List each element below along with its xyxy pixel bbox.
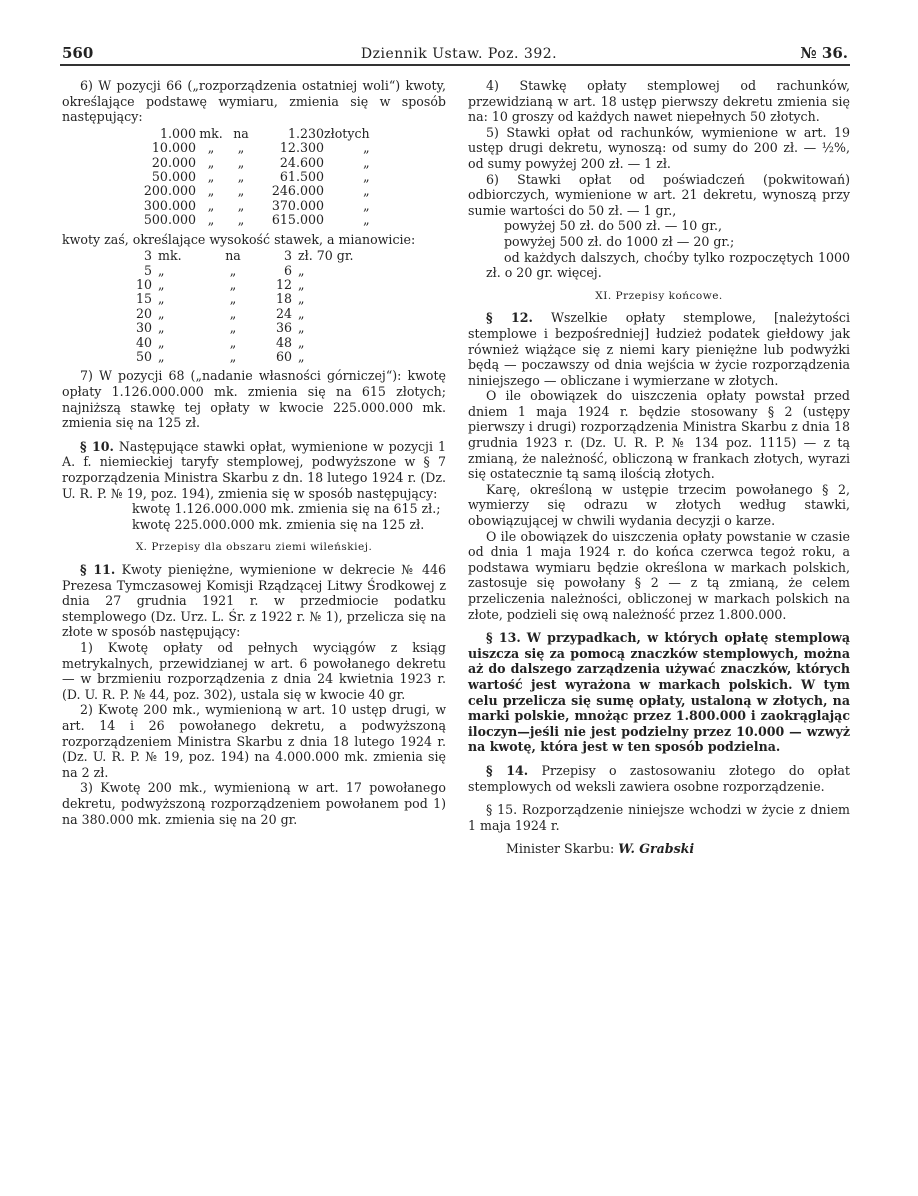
section-12	[468, 310, 850, 388]
paragraph-7: 7) W pozycji 68 („nadanie własności górniczej“): kwotę opłaty 1.126.000.000 mk. zmienia się na 615 złotych; najniższą stawkę tej opłaty w kwocie 225.000.000 mk. zmienia się na 125 zł.	[62, 368, 446, 431]
amount-cell: „	[237, 183, 245, 199]
amount-cell: „	[363, 183, 370, 199]
section-15-text: Rozporządzenie niniejsze wchodzi w życie z dniem 1 maja 1924 r.	[468, 802, 850, 833]
section-14	[468, 763, 850, 794]
rate-cell: 6	[283, 262, 292, 278]
issue-number: № 36.	[800, 44, 848, 62]
rate-row	[132, 249, 358, 263]
amount-cell: „	[237, 197, 245, 213]
amount-cell: „	[207, 183, 215, 199]
signature-name: W. Grabski	[618, 841, 695, 857]
section-10	[62, 439, 446, 501]
amount-cell: 20.000	[151, 154, 196, 170]
rate-cell: „	[298, 334, 305, 350]
amount-cell: 370.000	[271, 197, 324, 213]
rate-cell: „	[229, 349, 237, 365]
amount-cell: „	[363, 169, 370, 184]
rate-cell: „	[158, 334, 165, 350]
rate-cell: „	[298, 349, 305, 365]
rate-cell: 12	[275, 277, 292, 293]
amount-cell: „	[363, 197, 370, 213]
amount-cell: „	[237, 140, 245, 156]
rate-cell: „	[229, 262, 237, 278]
amount-row	[134, 141, 370, 155]
rate-cell: „	[298, 320, 305, 336]
section-11	[62, 562, 446, 640]
rate-cell: „	[229, 334, 237, 350]
heading-xi: XI. Przepisy końcowe.	[595, 289, 723, 302]
rate-cell: 18	[275, 291, 292, 307]
rate-cell: mk.	[158, 248, 182, 264]
rate-cell: „	[158, 305, 165, 321]
rate-cell: „	[298, 291, 305, 307]
rate-cell: „	[158, 320, 165, 336]
amount-cell: 200.000	[143, 183, 196, 199]
rate-row	[132, 336, 358, 350]
section-12-text: Wszelkie opłaty stemplowe, [należytości stemplowe i bezpośredniej] łudzież podatek giełdowy jak również wiążące się z niemi kary pieniężne lub podwyżki będą — poczawszy od dnia wejścia w życie rozporządzenia niniejszego — obliczane i wymierzane w złotych.	[468, 310, 850, 388]
rate-row	[132, 321, 358, 335]
rate-cell: 40	[135, 334, 152, 350]
rate-cell: „	[229, 305, 237, 321]
section-10-text: Następujące stawki opłat, wymienione w pozycji 1 A. f. niemieckiej taryfy stemplowej, podwyższone w § 7 rozporządzenia Ministra Skarbu z dn. 18 lutego 1924 r. (Dz. U. R. P. № 19, poz. 194), zmienia się w sposób następujący:	[62, 438, 446, 501]
paragraph-6-mid: kwoty zaś, określające wysokość stawek, a mianowicie:	[62, 231, 416, 247]
rate-cell: 48	[275, 334, 292, 350]
amount-row	[134, 184, 370, 198]
amount-cell: „	[207, 169, 215, 184]
amount-cell: „	[207, 197, 215, 213]
rate-cell: „	[229, 291, 237, 307]
rate-cell: „	[229, 320, 237, 336]
paragraph-6-line-3: powyżej 500 zł. do 1000 zł — 20 gr.;	[504, 233, 735, 249]
section-11-item-1: 1) Kwotę opłaty od pełnych wyciągów z ksiąg metrykalnych, przewidzianej w art. 6 powołanego dekretu — w brzmieniu rozporządzenia z dnia 24 kwietnia 1923 r. (D. U. R. P. № 44, poz. 302), ustala się w kwocie 40 gr.	[62, 639, 446, 702]
paragraph-6-line-2: powyżej 50 zł. do 500 zł. — 10 gr.,	[504, 218, 723, 234]
amount-cell: „	[207, 154, 215, 170]
section-10-amount-1: kwotę 1.126.000.000 mk. zmienia się na 615 zł.;	[132, 501, 441, 517]
amount-cell: „	[207, 140, 215, 156]
amount-cell: 246.000	[271, 183, 324, 199]
rate-cell: 15	[135, 291, 152, 307]
rate-cell: 10	[135, 277, 152, 293]
section-12-paragraph-2: O ile obowiązek do uiszczenia opłaty powstał przed dniem 1 maja 1924 r. będzie stosowany § 2 (ustępy pierwszy i drugi) rozporządzenia Ministra Skarbu z dnia 18 grudnia 1923 r. (Dz. U. R. P. № 134 poz. 1115) — z tą zmianą, że należność, obliczoną w frankach złotych, wyrazi się ostatecznie tą samą ilością złotych.	[468, 388, 850, 482]
rate-cell: 3	[283, 248, 292, 264]
amount-row	[134, 170, 370, 184]
section-11-item-2: 2) Kwotę 200 mk., wymienioną w art. 10 ustęp drugi, w art. 14 i 26 powołanego dekretu, a podwyższoną rozporządzeniem Ministra Skarbu z dnia 18 lutego 1924 r. (Dz. U. R. P. № 19, poz. 194) na 4.000.000 mk. zmienia się na 2 zł.	[62, 702, 446, 780]
section-10-number: § 10.	[80, 438, 114, 454]
rate-row	[132, 292, 358, 306]
rate-cell: na	[225, 248, 241, 264]
section-13-number: § 13.	[486, 630, 521, 646]
amount-cell: mk.	[199, 125, 223, 141]
amount-cell: 500.000	[143, 212, 196, 228]
rates-table	[132, 249, 358, 364]
amount-cell: na	[233, 125, 249, 141]
right-column	[468, 78, 850, 857]
rate-cell: zł. 70 gr.	[298, 248, 354, 264]
rate-cell: „	[158, 277, 165, 293]
heading-x: X. Przepisy dla obszaru ziemi wileńskiej.	[135, 541, 373, 554]
rate-cell: „	[158, 349, 165, 365]
section-12-paragraph-3: Karę, określoną w ustępie trzecim powołanego § 2, wymierzy się odrazu w złotych według stawki, obowiązującej w chwili wydania decyzji o karze.	[468, 481, 850, 529]
page-number: 560	[62, 44, 94, 62]
section-11-item-3: 3) Kwotę 200 mk., wymienioną w art. 17 powołanego dekretu, podwyższoną rozporządzeniem powołanem pod 1) na 380.000 mk. zmienia się na 20 gr.	[62, 780, 446, 827]
amount-cell: 1.000	[159, 125, 196, 141]
left-column	[62, 78, 446, 827]
section-13-text: W przypadkach, w których opłatę stemplową uiszcza się za pomocą znaczków stemplowych, można aż do dalszego zarządzenia używać znaczków, których wartość jest wyrażona w markach polskich. W tym celu przelicza się sumę opłaty, ustaloną w złotych, na marki polskie, mnożąc przez 1.800.000 i zaokrąglając iloczyn—jeśli nie jest podzielny przez 10.000 — wzwyż na kwotę, która jest w ten sposób podzielna.	[468, 630, 850, 755]
amounts-table	[134, 127, 370, 228]
paragraph-4: 4) Stawkę opłaty stemplowej od rachunków, przewidzianą w art. 18 ustęp pierwszy dekretu zmienia się na: 10 groszy od każdych nawet niepełnych 50 złotych.	[468, 78, 850, 125]
rate-cell: 5	[143, 262, 152, 278]
rate-cell: 36	[275, 320, 292, 336]
section-15-number: § 15.	[486, 802, 518, 818]
rate-row	[132, 278, 358, 292]
rate-row	[132, 264, 358, 278]
signature-label: Minister Skarbu:	[506, 841, 615, 857]
rate-cell: „	[229, 277, 237, 293]
amount-row	[134, 156, 370, 170]
paragraph-6-right: 6) Stawki opłat od poświadczeń (pokwitowań) odbiorczych, wymienione w art. 21 dekretu, wynoszą przy sumie wartości do 50 zł. — 1 gr.,	[468, 171, 850, 218]
rate-cell: 3	[143, 248, 152, 264]
section-14-text: Przepisy o zastosowaniu złotego do opłat stemplowych od weksli zawiera osobne rozporządzenie.	[468, 762, 850, 794]
amount-cell: „	[237, 154, 245, 170]
rate-cell: 20	[135, 305, 152, 321]
rate-cell: „	[298, 277, 305, 293]
rate-cell: „	[158, 262, 165, 278]
rate-cell: „	[298, 305, 305, 321]
amount-cell: „	[363, 212, 370, 228]
amount-cell: 24.600	[279, 154, 324, 170]
amount-row	[134, 213, 370, 227]
paragraph-6-line-4: od każdych dalszych, choćby tylko rozpoczętych 1000 zł. o 20 gr. więcej.	[486, 249, 850, 281]
amount-cell: 615.000	[271, 212, 324, 228]
amount-cell: „	[207, 212, 215, 228]
amount-cell: 61.500	[279, 169, 324, 184]
section-15	[468, 802, 850, 833]
rate-cell: 50	[135, 349, 152, 365]
amount-cell: „	[237, 169, 245, 184]
section-11-text: Kwoty pieniężne, wymienione w dekrecie № 446 Prezesa Tymczasowej Komisji Rządzącej Litwy Środkowej z dnia 27 grudnia 1921 r. w przedmiocie podatku stemplowego (Dz. Urz. L. Śr. z 1922 r. № 1), przelicza się na złote w sposób następujący:	[62, 562, 446, 640]
amount-cell: „	[237, 212, 245, 228]
rate-row	[132, 350, 358, 364]
page-header	[0, 44, 918, 66]
paragraph-5: 5) Stawki opłat od rachunków, wymienione w art. 19 ustęp drugi dekretu, wynoszą: od sumy do 200 zł. — ½%, od sumy powyżej 200 zł. — 1 zł.	[468, 124, 850, 171]
section-11-number: § 11.	[80, 562, 116, 577]
amount-cell: 12.300	[279, 140, 324, 156]
section-12-number: § 12.	[486, 310, 533, 326]
signature	[468, 841, 850, 857]
section-14-number: § 14.	[486, 762, 529, 778]
amount-cell: 300.000	[143, 197, 196, 213]
rate-cell: 24	[275, 305, 292, 321]
amount-cell: złotych	[324, 125, 370, 141]
amount-cell: 1.230	[287, 125, 324, 141]
amount-row	[134, 199, 370, 213]
rate-cell: „	[158, 291, 165, 307]
journal-title: Dziennik Ustaw. Poz. 392.	[360, 46, 558, 62]
section-12-paragraph-4: O ile obowiązek do uiszczenia opłaty powstanie w czasie od dnia 1 maja 1924 r. do końca czerwca tegoż roku, a podstawa wymiaru będzie określona w markach polskich, zastosuje się powołany § 2 — z tą zmianą, że celem przeliczenia należności, obliczonej w markach polskich na złote, podzieli się ową należność przez 1.800.000.	[468, 528, 850, 622]
header-rule	[60, 64, 850, 66]
amount-cell: 10.000	[151, 140, 196, 156]
rate-cell: 30	[135, 320, 152, 336]
rate-cell: „	[298, 262, 305, 278]
amount-row	[134, 127, 370, 141]
section-13	[468, 630, 850, 755]
amount-cell: „	[363, 154, 370, 170]
amount-cell: „	[363, 140, 370, 156]
rate-row	[132, 307, 358, 321]
amount-cell: 50.000	[151, 169, 196, 184]
rate-cell: 60	[275, 349, 292, 365]
paragraph-6: 6) W pozycji 66 („rozporządzenia ostatniej woli“) kwoty, określające podstawę wymiaru, zmienia się w sposób następujący:	[62, 78, 446, 125]
section-10-amount-2: kwotę 225.000.000 mk. zmienia się na 125 zł.	[132, 516, 425, 532]
